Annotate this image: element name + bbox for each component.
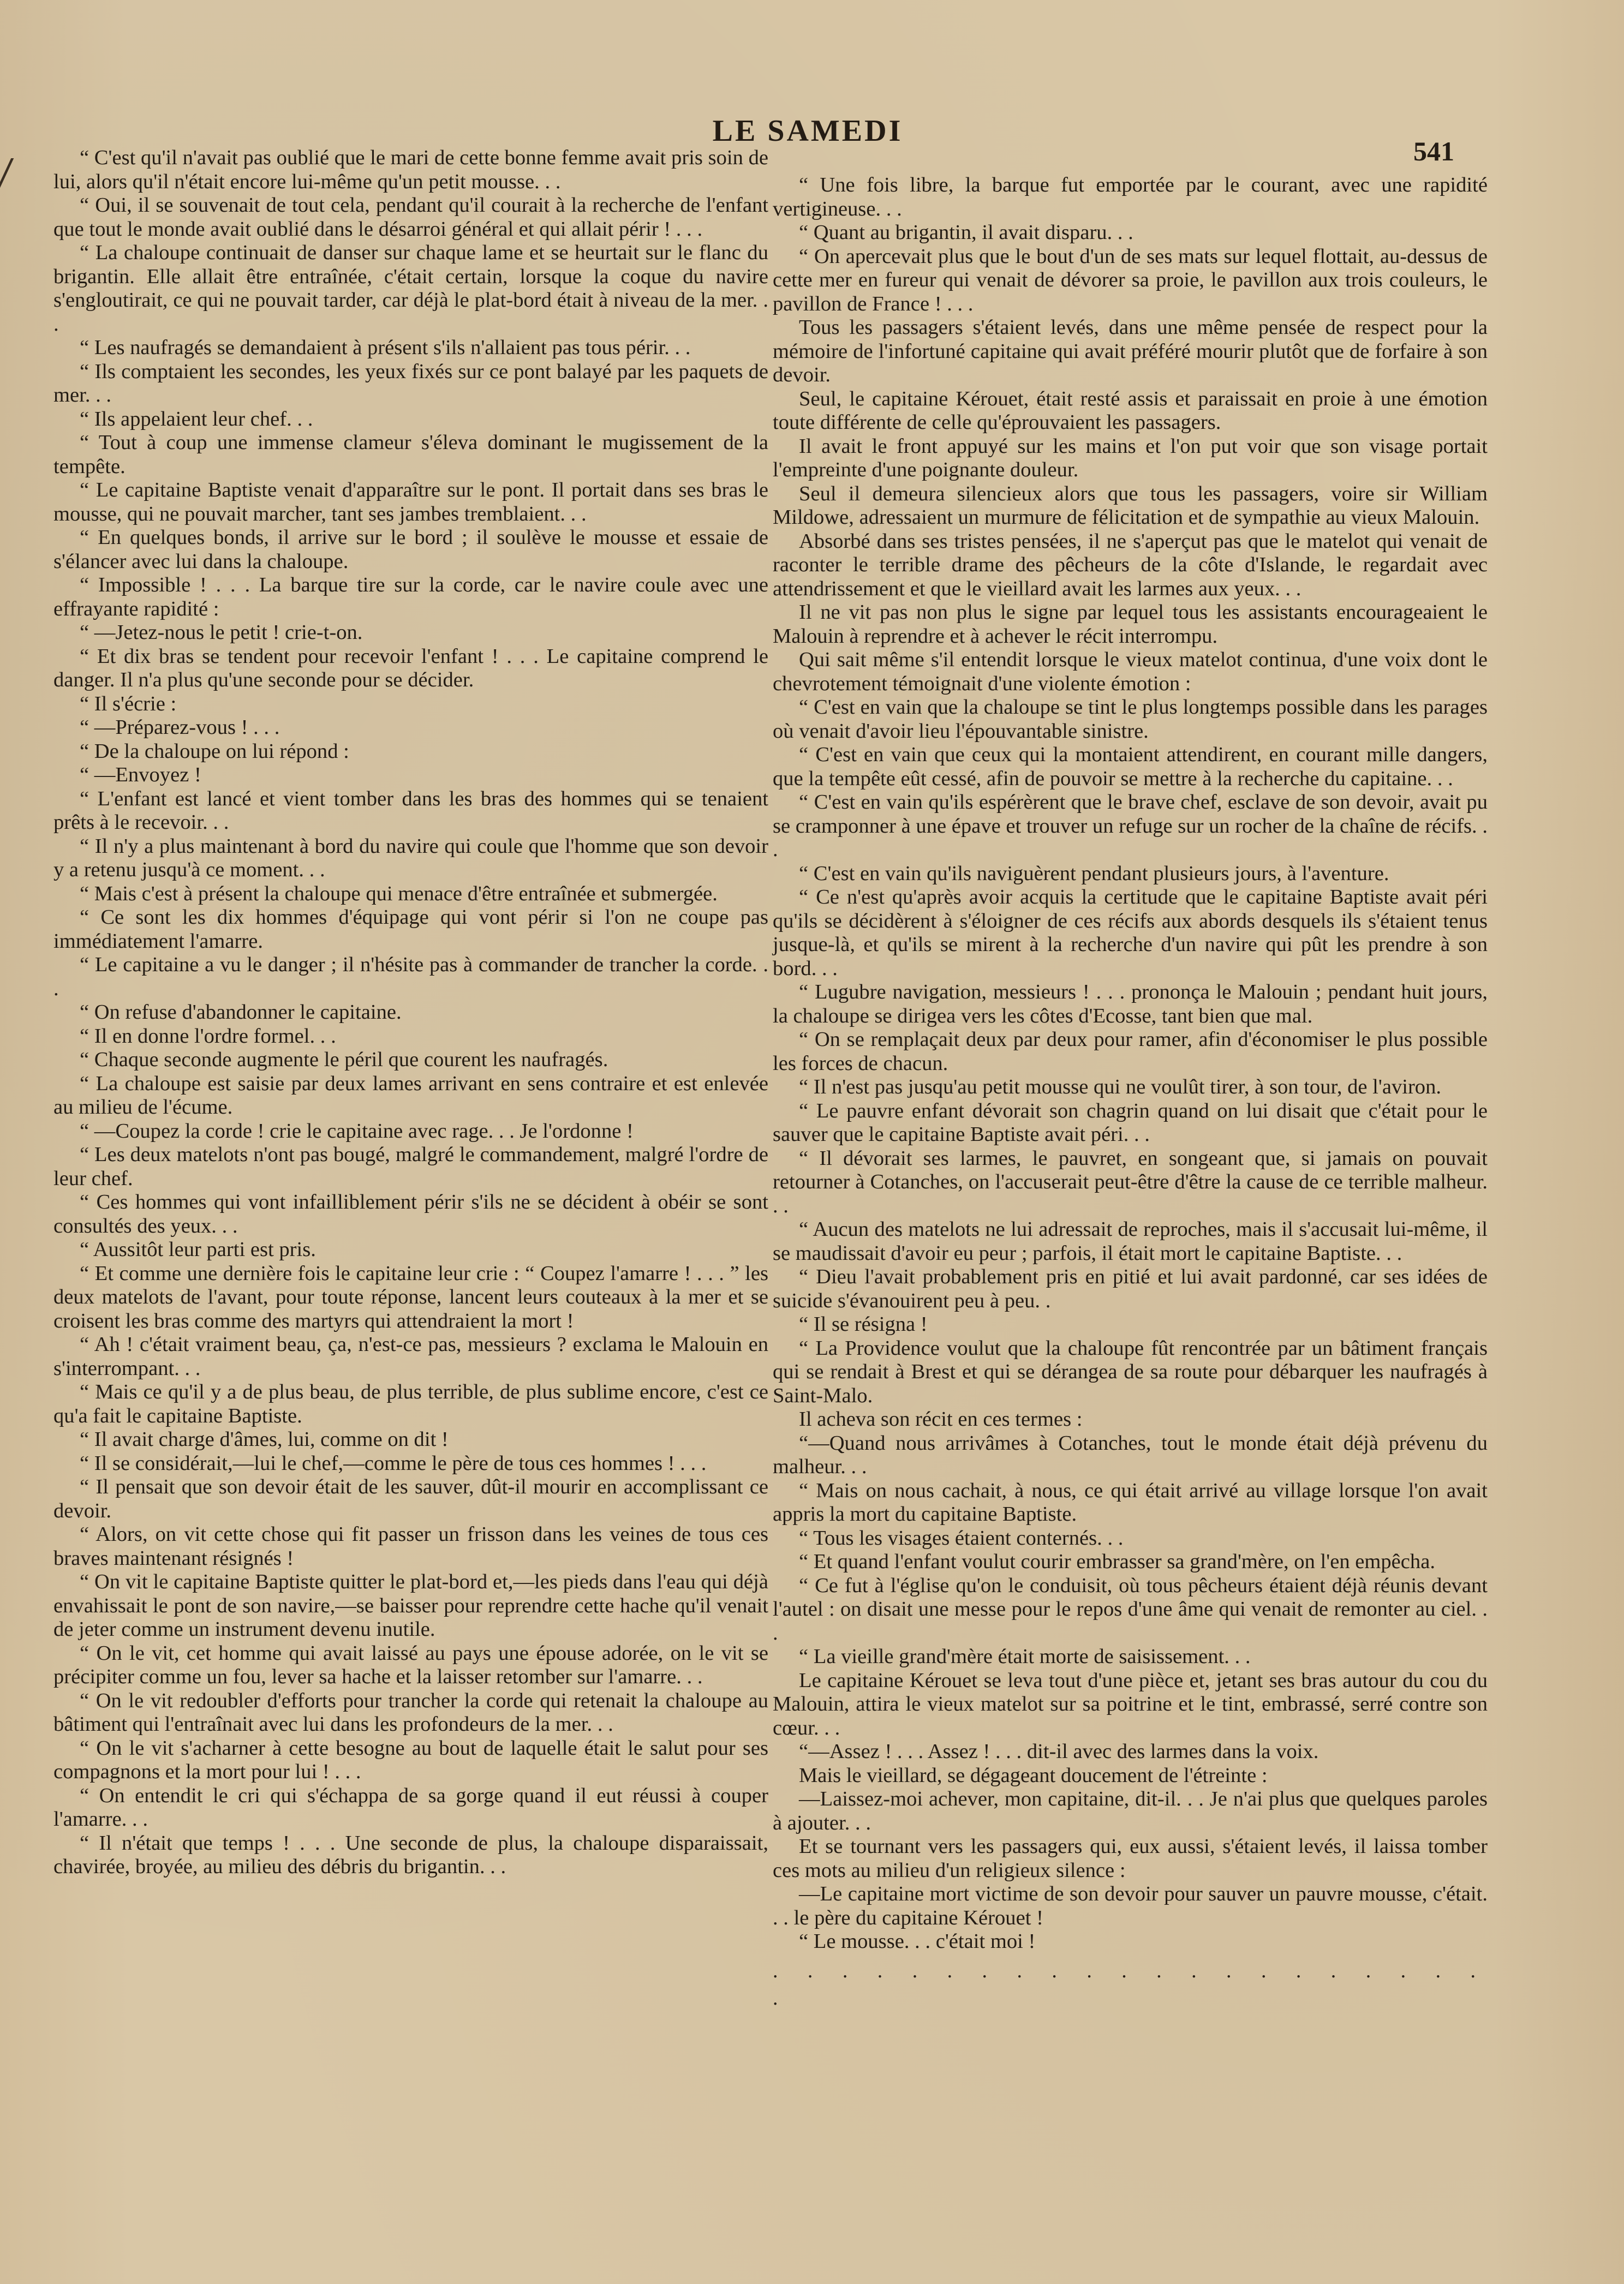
paragraph: “ On se remplaçait deux par deux pour ramer, afin d'économiser le plus possible les forces de chacun. [773, 1028, 1488, 1075]
paragraph: “ Il dévorait ses larmes, le pauvret, en songeant que, si jamais on pouvait retourner à Cotanches, on l'accuserait peut-être d'être la cause de ce terrible malheur. . . [773, 1146, 1488, 1217]
paragraph: “ —Envoyez ! [80, 763, 201, 786]
paragraph: “ Il avait charge d'âmes, lui, comme on dit ! [80, 1428, 449, 1451]
paragraph: “ C'est en vain que ceux qui la montaient attendirent, en courant mille dangers, que la tempête eût cessé, afin de pouvoir se mettre à la recherche du capitaine. . . [773, 743, 1488, 790]
paragraph: Tous les passagers s'étaient levés, dans une même pensée de respect pour la mémoire de l'infortuné capitaine qui avait préféré mourir plutôt que de forfaire à son devoir. [773, 316, 1488, 386]
paragraph: “ Une fois libre, la barque fut emportée par le courant, avec une rapidité vertigineuse. . . [773, 174, 1488, 220]
paragraph: “ Ils comptaient les secondes, les yeux fixés sur ce pont balayé par les paquets de mer. . . [53, 360, 768, 406]
paragraph: “ —Jetez-nous le petit ! crie-t-on. [80, 621, 363, 644]
right-column [773, 174, 1488, 2012]
paragraph: “ —Préparez-vous ! . . . [80, 716, 280, 739]
paragraph: “ Ils appelaient leur chef. . . [80, 407, 313, 431]
closing-dots: . . . . . . . . . . . . . . . . . . . . . . [773, 1959, 1488, 2010]
paragraph: “ Il s'écrie : [80, 692, 177, 715]
paragraph: “ On apercevait plus que le bout d'un de ses mats sur lequel flottait, au-dessus de cette mer en fureur qui venait de dévorer sa proie, le pavillon aux trois couleurs, le pavillon de France ! . . . [773, 244, 1488, 315]
paragraph: “ Et quand l'enfant voulut courir embrasser sa grand'mère, on l'en empêcha. [799, 1550, 1435, 1573]
paragraph: Seul il demeura silencieux alors que tous les passagers, voire sir William Mildowe, adressaient un murmure de félicitation et de sympathie au vieux Malouin. [773, 482, 1488, 529]
paragraph: “ Aussitôt leur parti est pris. [80, 1238, 316, 1261]
paragraph: “ Le mousse. . . c'était moi ! [799, 1930, 1036, 1953]
paragraph: —Laissez-moi achever, mon capitaine, dit-il. . . Je n'ai plus que quelques paroles à ajouter. . . [773, 1787, 1488, 1834]
paragraph: “ Le capitaine Baptiste venait d'apparaître sur le pont. Il portait dans ses bras le mousse, qui ne pouvait marcher, tant ses jambes tremblaient. . . [53, 479, 768, 525]
paragraph: “ La vieille grand'mère était morte de saisissement. . . [799, 1645, 1251, 1668]
paragraph: Il ne vit pas non plus le signe par lequel tous les assistants encourageaient le Malouin à reprendre et à achever le récit interrompu. [773, 601, 1488, 648]
paragraph: Il acheva son récit en ces termes : [799, 1408, 1083, 1431]
paragraph: “ Oui, il se souvenait de tout cela, pendant qu'il courait à la recherche de l'enfant que tout le monde avait oublié dans le désarroi général et qui allait périr ! . . . [53, 194, 768, 241]
paragraph: “ Et dix bras se tendent pour recevoir l'enfant ! . . . Le capitaine comprend le danger. Il n'a plus qu'une seconde pour se décider. [53, 644, 768, 691]
paragraph: “ Le capitaine a vu le danger ; il n'hésite pas à commander de trancher la corde. . . [53, 953, 768, 1000]
paragraph: “ La chaloupe est saisie par deux lames arrivant en sens contraire et est enlevée au milieu de l'écume. [53, 1072, 768, 1119]
paragraph: —Le capitaine mort victime de son devoir pour sauver un pauvre mousse, c'était. . . le père du capitaine Kérouet ! [773, 1882, 1488, 1929]
left-column [53, 146, 768, 1879]
paragraph: “ Alors, on vit cette chose qui fit passer un frisson dans les veines de tous ces braves maintenant résignés ! [53, 1523, 768, 1570]
paragraph: “ On refuse d'abandonner le capitaine. [80, 1001, 402, 1024]
paragraph: “ La Providence voulut que la chaloupe fût rencontrée par un bâtiment français qui se rendait à Brest et qui se dérangea de sa route pour débarquer les naufragés à Saint-Malo. [773, 1336, 1488, 1407]
paragraph: “ Les deux matelots n'ont pas bougé, malgré le commandement, malgré l'ordre de leur chef. [53, 1143, 768, 1190]
paragraph: “ Il en donne l'ordre formel. . . [80, 1024, 336, 1048]
paragraph: Mais le vieillard, se dégageant doucement de l'étreinte : [799, 1763, 1268, 1787]
paragraph: “ Et comme une dernière fois le capitaine leur crie : “ Coupez l'amarre ! . . . ” les deux matelots de l'avant, pour toute réponse, lancent leurs couteaux à la mer et se croisent les bras comme des martyrs qui attendraient la mort ! [53, 1261, 768, 1332]
paragraph: “ On entendit le cri qui s'échappa de sa gorge quand il eut réussi à couper l'amarre. . . [53, 1784, 768, 1831]
paragraph: “ Aucun des matelots ne lui adressait de reproches, mais il s'accusait lui-même, il se maudissait d'avoir eu peur ; parfois, il était mort le capitaine Baptiste. . . [773, 1218, 1488, 1265]
paragraph: “ Mais c'est à présent la chaloupe qui menace d'être entraînée et submergée. [80, 882, 718, 905]
paragraph: “ Lugubre navigation, messieurs ! . . . prononça le Malouin ; pendant huit jours, la chaloupe se dirigea vers les côtes d'Ecosse, tant bien que mal. [773, 980, 1488, 1027]
paragraph: “ C'est qu'il n'avait pas oublié que le mari de cette bonne femme avait pris soin de lui, alors qu'il n'était encore lui-même qu'un petit mousse. . . [53, 146, 768, 193]
paragraph: Le capitaine Kérouet se leva tout d'une pièce et, jetant ses bras autour du cou du Malouin, attira le vieux matelot sur sa poitrine et le tint, embrassé, serré contre son cœur. . . [773, 1669, 1488, 1739]
paragraph: “ Il pensait que son devoir était de les sauver, dût-il mourir en accomplissant ce devoir. [53, 1475, 768, 1522]
paragraph: “ Impossible ! . . . La barque tire sur la corde, car le navire coule avec une effrayante rapidité : [53, 573, 768, 620]
paragraph: Absorbé dans ses tristes pensées, il ne s'aperçut pas que le matelot qui venait de raconter le terrible drame des pêcheurs de la côte d'Islande, le regardait avec attendrissement et que le vieillard avait les larmes aux yeux. . . [773, 529, 1488, 600]
paragraph: Qui sait même s'il entendit lorsque le vieux matelot continua, d'une voix dont le chevrotement témoignait d'une violente émotion : [773, 648, 1488, 695]
paragraph: “ —Coupez la corde ! crie le capitaine avec rage. . . Je l'ordonne ! [80, 1119, 634, 1143]
paragraph: “ Il n'est pas jusqu'au petit mousse qui ne voulût tirer, à son tour, de l'aviron. [799, 1075, 1442, 1098]
paragraph: “ On le vit, cet homme qui avait laissé au pays une épouse adorée, on le vit se précipiter comme un fou, lever sa hache et la laisser retomber sur l'amarre. . . [53, 1641, 768, 1688]
paragraph: “ C'est en vain que la chaloupe se tint le plus longtemps possible dans les parages où venait d'avoir lieu l'épouvantable sinistre. [773, 696, 1488, 743]
paragraph: “ Ah ! c'était vraiment beau, ça, n'est-ce pas, messieurs ? exclama le Malouin en s'interrompant. . . [53, 1333, 768, 1380]
paragraph: “ C'est en vain qu'ils naviguèrent pendant plusieurs jours, à l'aventure. [799, 862, 1389, 885]
paragraph: “ On le vit s'acharner à cette besogne au bout de laquelle était le salut pour ses compagnons et la mort pour lui ! . . . [53, 1736, 768, 1783]
paragraph: “ Il n'était que temps ! . . . Une seconde de plus, la chaloupe disparaissait, chavirée, broyée, au milieu des débris du brigantin. . . [53, 1831, 768, 1878]
paragraph: “ Il se résigna ! [799, 1313, 928, 1336]
paragraph: “ Le pauvre enfant dévorait son chagrin quand on lui disait que c'était pour le sauver que le capitaine Baptiste avait péri. . . [773, 1099, 1488, 1146]
paragraph: “ Il n'y a plus maintenant à bord du navire qui coule que l'homme que son devoir y a retenu jusqu'à ce moment. . . [53, 834, 768, 881]
paragraph: “ L'enfant est lancé et vient tomber dans les bras des hommes qui se tenaient prêts à le recevoir. . . [53, 787, 768, 834]
paragraph: “ Ce fut à l'église qu'on le conduisit, où tous pêcheurs étaient déjà réunis devant l'autel : on disait une messe pour le repos d'une âme qui venait de remonter au ciel. . . [773, 1574, 1488, 1645]
paragraph: “ Ce n'est qu'après avoir acquis la certitude que le capitaine Baptiste avait péri qu'ils se décidèrent à s'éloigner de ces récifs aux abords desquels ils s'étaient tenus jusque-là, et qu'ils se mirent à la recherche d'un navire qui pût les prendre à son bord. . . [773, 886, 1488, 980]
paragraph: “ Tout à coup une immense clameur s'éleva dominant le mugissement de la tempête. [53, 431, 768, 478]
paragraph: “—Quand nous arrivâmes à Cotanches, tout le monde était déjà prévenu du malheur. . . [773, 1431, 1488, 1478]
page-title: LE SAMEDI [712, 114, 903, 148]
paragraph: “ Tous les visages étaient conternés. . . [799, 1526, 1124, 1550]
paragraph: “ Dieu l'avait probablement pris en pitié et lui avait pardonné, car ses idées de suicide s'évanouirent peu à peu. . [773, 1265, 1488, 1312]
paragraph: “—Assez ! . . . Assez ! . . . dit-il avec des larmes dans la voix. [799, 1740, 1319, 1763]
paragraph: Et se tournant vers les passagers qui, eux aussi, s'étaient levés, il laissa tomber ces mots au milieu d'un religieux silence : [773, 1835, 1488, 1882]
paragraph: “ Quant au brigantin, il avait disparu. . . [799, 221, 1133, 244]
paragraph: “ On vit le capitaine Baptiste quitter le plat-bord et,—les pieds dans l'eau qui déjà envahissait le pont de son navire,—se baisser pour reprendre cette hache qu'il venait de jeter comme un instrument devenu inutile. [53, 1570, 768, 1641]
paragraph: “ Mais ce qu'il y a de plus beau, de plus terrible, de plus sublime encore, c'est ce qu'a fait le capitaine Baptiste. [53, 1380, 768, 1427]
paragraph: Seul, le capitaine Kérouet, était resté assis et paraissait en proie à une émotion toute différente de celle qu'éprouvaient les passagers. [773, 387, 1488, 434]
page-number: 541 [1413, 136, 1454, 166]
paragraph: “ Chaque seconde augmente le péril que courent les naufragés. [80, 1048, 608, 1071]
paragraph: “ Il se considérait,—lui le chef,—comme le père de tous ces hommes ! . . . [80, 1451, 707, 1475]
paragraph: “ Les naufragés se demandaient à présent s'ils n'allaient pas tous périr. . . [80, 336, 691, 359]
paragraph: Il avait le front appuyé sur les mains et l'on put voir que son visage portait l'empreinte d'une poignante douleur. [773, 434, 1488, 481]
paragraph: “ De la chaloupe on lui répond : [80, 739, 349, 763]
paragraph: “ La chaloupe continuait de danser sur chaque lame et se heurtait sur le flanc du brigantin. Elle allait être entraînée, c'était certain, lorsque la coque du navire s'engloutirait, ce qui ne pouvait tarder, car déjà le plat-bord était à niveau de la mer. . . [53, 241, 768, 336]
paragraph: “ On le vit redoubler d'efforts pour trancher la corde qui retenait la chaloupe au bâtiment qui l'entraînait avec lui dans les profondeurs de la mer. . . [53, 1689, 768, 1736]
margin-pen-mark [0, 158, 30, 196]
paragraph: “ Ces hommes qui vont infailliblement périr s'ils ne se décident à obéir se sont consultés des yeux. . . [53, 1191, 768, 1237]
paragraph: “ Mais on nous cachait, à nous, ce qui était arrivé au village lorsque l'on avait appris la mort du capitaine Baptiste. [773, 1479, 1488, 1526]
right-column-text [773, 174, 1488, 1954]
paragraph: “ C'est en vain qu'ils espérèrent que le brave chef, esclave de son devoir, avait pu se cramponner à une épave et trouver un refuge sur un rocher de la chaîne de récifs. . . [773, 791, 1488, 861]
paragraph: “ En quelques bonds, il arrive sur le bord ; il soulève le mousse et essaie de s'élancer avec lui dans la chaloupe. [53, 526, 768, 573]
paragraph: “ Ce sont les dix hommes d'équipage qui vont périr si l'on ne coupe pas immédiatement l'amarre. [53, 906, 768, 953]
